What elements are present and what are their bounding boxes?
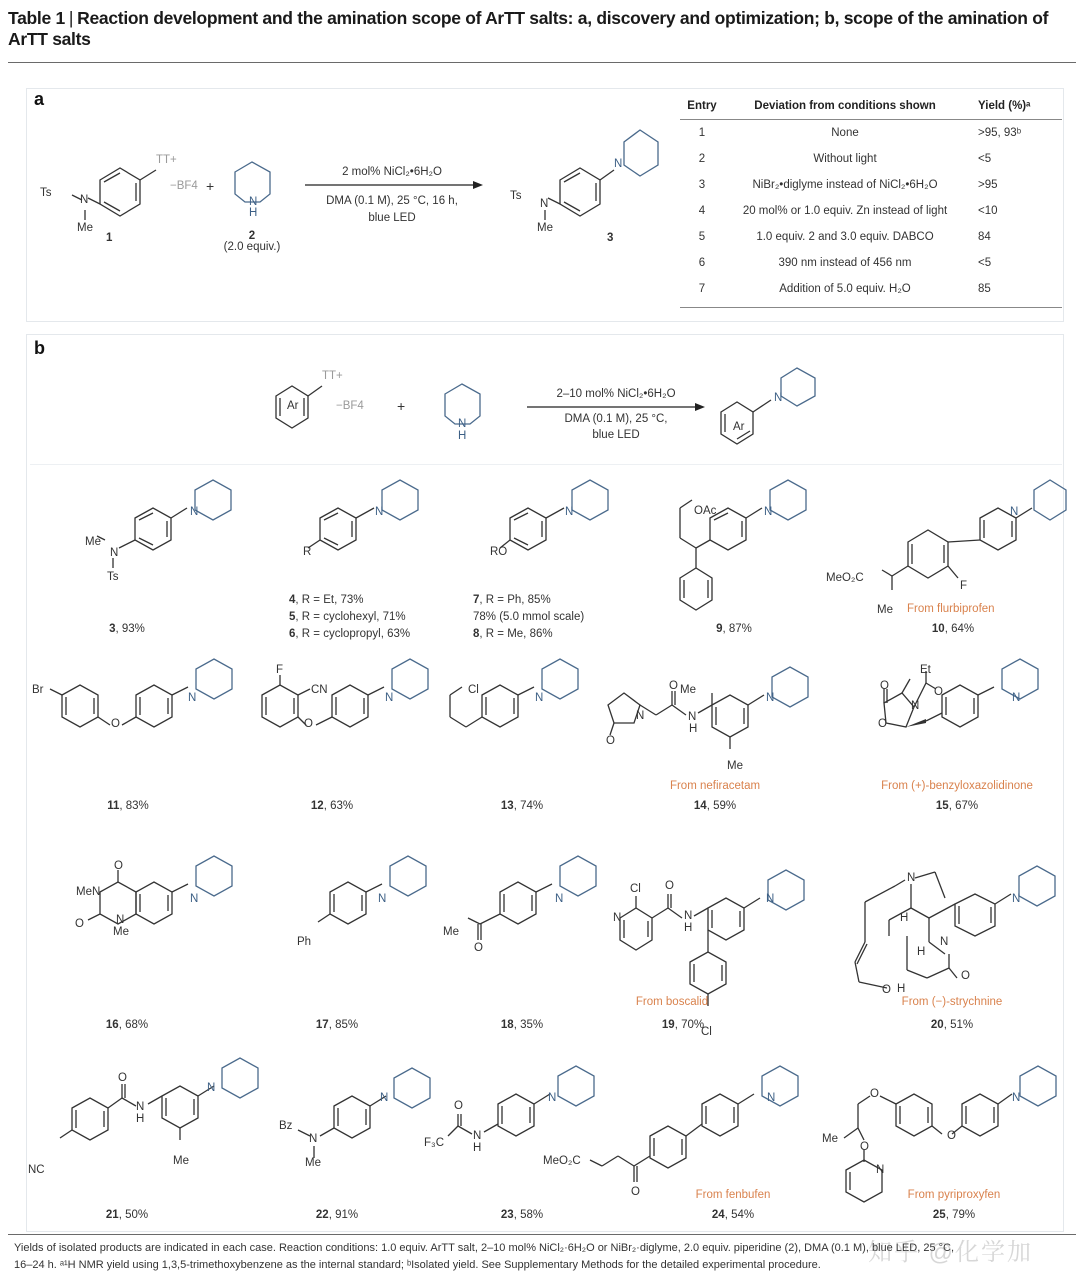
compound-id: 20 — [930, 1019, 944, 1031]
watermark: 知乎 @化学加 — [868, 1239, 1034, 1266]
c20-h-3: H — [897, 983, 906, 995]
compound-18-yield — [501, 1019, 543, 1031]
c15-n: N — [911, 700, 920, 712]
yield-text: , 51% — [943, 1019, 974, 1031]
compound-id: 4 — [289, 594, 296, 606]
table-row — [680, 198, 1062, 224]
compound-5-line — [289, 611, 406, 623]
c25-o-top: O — [870, 1088, 879, 1100]
c20-h-2: H — [917, 946, 926, 958]
compound-14-structure — [600, 665, 820, 775]
compound-15-yield — [936, 800, 978, 812]
compound-13-structure — [440, 665, 620, 755]
compound-12-structure — [240, 665, 450, 755]
c20-o-carbonyl: O — [961, 970, 970, 982]
yield-cell: >95 — [978, 179, 998, 191]
entry-cell: 1 — [698, 127, 706, 139]
table-label: Table 1 — [8, 8, 65, 28]
table-title — [8, 8, 1068, 50]
yield-text: 78% (5.0 mmol scale) — [473, 611, 585, 623]
deviation-cell: 20 mol% or 1.0 equiv. Zn instead of light — [742, 205, 948, 217]
table-row — [680, 250, 1062, 276]
compound-id: 11 — [107, 800, 120, 812]
c24-meo2c: MeO₂C — [543, 1155, 581, 1167]
c3-ts: Ts — [107, 571, 119, 583]
yield-text: , R = Et, 73% — [295, 594, 364, 606]
compound-11-structure — [40, 665, 250, 755]
c19-cl-top: Cl — [630, 883, 641, 895]
reactant-1-me: Me — [77, 222, 93, 234]
title-text: Reaction development and the amination scope of ArTT salts: a, discovery and optimization; b, scope of the amination of ArTT salts — [8, 8, 1049, 49]
c13-cl: Cl — [468, 684, 479, 696]
yield-text: , 91% — [328, 1209, 359, 1221]
c21-nh-n: N — [136, 1101, 145, 1113]
panel-b-label: b — [34, 338, 45, 358]
yield-cell: <10 — [978, 205, 998, 217]
compound-15-structure — [870, 665, 1070, 765]
c21-nh-h: H — [136, 1113, 145, 1125]
compound-12-yield — [311, 800, 353, 812]
yield-text: , 87% — [722, 623, 752, 635]
c16-me: Me — [113, 926, 129, 938]
entry-cell: 2 — [698, 153, 706, 165]
compound-id: 23 — [500, 1209, 514, 1221]
c19-nh-h: H — [684, 922, 693, 934]
c21-pip-n: N — [207, 1082, 216, 1094]
compound-6-line — [289, 628, 410, 640]
conditions-a-below-2: blue LED — [368, 212, 416, 224]
c12-cn: CN — [311, 684, 328, 696]
c25-o-ether: O — [947, 1130, 956, 1142]
entry-cell: 5 — [698, 231, 706, 243]
c25-o-mid: O — [860, 1141, 869, 1153]
c16-pip-n: N — [190, 893, 199, 905]
c19-o: O — [665, 880, 674, 892]
compound-id: 9 — [716, 623, 723, 635]
c20-h-1: H — [900, 912, 909, 924]
c7-pip-n: N — [565, 506, 574, 518]
panel-b-divider — [30, 464, 1062, 465]
table-row — [680, 276, 1062, 308]
compound-number-3: 3 — [607, 232, 614, 244]
compound-23-yield — [501, 1209, 543, 1221]
compound-10-yield — [932, 623, 974, 635]
compound-id: 22 — [315, 1209, 329, 1221]
compound-13-yield — [501, 800, 543, 812]
reactant-2-equiv: (2.0 equiv.) — [223, 241, 281, 253]
compound-id: 25 — [932, 1209, 946, 1221]
entry-cell: 3 — [698, 179, 706, 191]
compound-18-structure — [450, 862, 610, 972]
reactant-1-counterion: −BF4 — [170, 180, 198, 192]
compound-20-yield — [931, 1019, 973, 1031]
c20-o-ring: O — [882, 984, 891, 996]
c25-pip-n: N — [1012, 1092, 1021, 1104]
conditions-b-below-2: blue LED — [592, 429, 640, 441]
c14-me-top: Me — [680, 684, 696, 696]
c15-source: From (+)-benzyloxazolidinone — [881, 780, 1033, 792]
c18-o: O — [474, 942, 483, 954]
c15-et: Et — [920, 664, 931, 676]
table-row — [680, 224, 1062, 250]
c10-meo2c: MeO₂C — [826, 572, 864, 584]
conditions-b-below-1: DMA (0.1 M), 25 °C, — [564, 413, 668, 425]
deviation-cell: Without light — [813, 153, 877, 165]
compound-id: 17 — [315, 1019, 329, 1031]
compound-21-structure — [50, 1058, 270, 1178]
plus-sign-b: + — [397, 398, 406, 414]
reaction-arrow-b — [527, 402, 707, 412]
c23-nh-h: H — [473, 1142, 482, 1154]
c19-nh-n: N — [684, 910, 693, 922]
c25-n-pyr: N — [876, 1164, 885, 1176]
c14-n-ring: N — [636, 710, 645, 722]
compound-id: 8 — [473, 628, 480, 640]
compound-9-yield — [716, 623, 752, 635]
c14-pip-n: N — [766, 692, 775, 704]
deviation-cell: Addition of 5.0 equiv. H₂O — [724, 276, 966, 308]
entry-cell: 6 — [698, 257, 706, 269]
c10-me: Me — [877, 604, 893, 616]
product-b-structure — [715, 366, 825, 456]
c15-o-top: O — [880, 680, 889, 692]
c14-nh-h: H — [689, 723, 698, 735]
title-separator: | — [68, 8, 74, 28]
c14-o-ring: O — [606, 735, 615, 747]
c23-f3c: F₃C — [424, 1137, 445, 1149]
compound-id: 5 — [289, 611, 296, 623]
compound-19-yield — [662, 1019, 704, 1031]
c14-me-bottom: Me — [727, 760, 743, 772]
compound-21-yield — [106, 1209, 148, 1221]
compound-11-yield — [107, 800, 149, 812]
piperidine-b-n: N — [458, 418, 467, 430]
aryl-counterion: −BF4 — [336, 400, 364, 412]
product-3-me: Me — [537, 222, 553, 234]
c12-pip-n: N — [385, 692, 394, 704]
product-b-ar-label: Ar — [733, 421, 745, 433]
c16-o-left: O — [75, 918, 84, 930]
compound-id: 24 — [711, 1209, 725, 1221]
compound-4-line — [289, 594, 363, 606]
c4-r: R — [303, 546, 312, 558]
reaction-arrow-a — [305, 180, 485, 190]
compound-7-8-structure — [480, 478, 630, 578]
yield-text: , 70% — [674, 1019, 705, 1031]
deviation-cell: 1.0 equiv. 2 and 3.0 equiv. DABCO — [756, 231, 934, 243]
yield-text: , 67% — [948, 800, 979, 812]
compound-3-yield — [109, 623, 145, 635]
yield-cell: 84 — [978, 231, 991, 243]
c22-bz: Bz — [279, 1120, 293, 1132]
c14-source: From nefiracetam — [669, 780, 761, 792]
yield-text: , 64% — [944, 623, 975, 635]
c21-nc: NC — [28, 1164, 45, 1176]
c16-men: MeN — [76, 886, 101, 898]
yield-text: , 50% — [118, 1209, 149, 1221]
c10-pip-n: N — [1010, 506, 1019, 518]
table-row — [680, 146, 1062, 172]
c19-pip-n: N — [766, 893, 775, 905]
yield-text: , R = Me, 86% — [479, 628, 553, 640]
c17-ph: Ph — [297, 936, 312, 948]
c16-o-top: O — [114, 860, 123, 872]
piperidine-b-h: H — [458, 430, 467, 442]
compound-id: 15 — [935, 800, 949, 812]
c22-me: Me — [305, 1157, 321, 1169]
compound-id: 14 — [693, 800, 707, 812]
c15-o-acyl: O — [934, 686, 943, 698]
c20-n-top: N — [907, 872, 916, 884]
product-b-n: N — [774, 392, 783, 404]
c23-o: O — [454, 1100, 463, 1112]
product-3-pip-n: N — [614, 158, 623, 170]
c10-source: From flurbiprofen — [907, 603, 995, 615]
yield-text: , 59% — [706, 800, 737, 812]
header-entry: Entry — [680, 94, 724, 120]
yield-cell: <5 — [978, 153, 992, 165]
compound-20-structure — [845, 862, 1065, 1012]
table-row — [680, 172, 1062, 198]
table-row — [680, 120, 1062, 147]
c14-o-amide: O — [669, 680, 678, 692]
c12-f: F — [276, 664, 284, 676]
compound-4-6-structure — [290, 478, 440, 578]
c23-pip-n: N — [548, 1092, 557, 1104]
entry-cell: 7 — [680, 276, 724, 308]
yield-cell: <5 — [978, 257, 992, 269]
yield-text: , 68% — [118, 1019, 149, 1031]
aryl-tt-structure — [270, 380, 330, 440]
panel-a-label: a — [34, 89, 45, 109]
yield-cell: 85 — [966, 276, 1062, 308]
compound-id: 3 — [109, 623, 116, 635]
product-3-ts: Ts — [510, 190, 522, 202]
c10-f: F — [960, 580, 968, 592]
compound-7-line — [473, 594, 551, 606]
c15-pip-n: N — [1012, 692, 1021, 704]
c13-pip-n: N — [535, 692, 544, 704]
c15-o-ring: O — [878, 718, 887, 730]
product-3-structure — [520, 110, 670, 240]
c11-pip-n: N — [188, 692, 197, 704]
yield-cell: >95, 93ᵇ — [978, 127, 1022, 139]
c22-pip-n: N — [380, 1092, 389, 1104]
footnote-line-1: Yields of isolated products are indicated in each case. Reaction conditions: 1.0 equiv. ArTT salt, 2–10 mol% NiCl₂·6H₂O or NiBr₂·diglyme, 2.0 equiv. piperidine (2), DMA (0.1 M), blue LED, 25 °C, — [14, 1242, 955, 1254]
compound-24-yield — [712, 1209, 754, 1221]
c9-oac: OAc — [694, 505, 717, 517]
compound-22-yield — [316, 1209, 358, 1221]
compound-25-yield — [933, 1209, 975, 1221]
yield-text: , 83% — [119, 800, 149, 812]
reactant-1-n: N — [80, 194, 89, 206]
c14-nh-n: N — [688, 711, 697, 723]
yield-text: , 79% — [945, 1209, 976, 1221]
compound-24-structure — [590, 1058, 830, 1188]
compound-id: 19 — [661, 1019, 675, 1031]
c23-nh-n: N — [473, 1130, 482, 1142]
c19-source: From boscalid — [635, 996, 709, 1008]
compound-19-structure — [610, 862, 830, 1042]
header-yield: Yield (%)ᵃ — [966, 94, 1062, 120]
c24-o: O — [631, 1186, 640, 1198]
table-header-row — [680, 94, 1062, 120]
c22-n: N — [309, 1133, 318, 1145]
c4-pip-n: N — [375, 506, 384, 518]
yield-text: , 63% — [323, 800, 354, 812]
compound-id: 7 — [473, 594, 480, 606]
c24-pip-n: N — [767, 1092, 776, 1104]
compound-number-2: 2 — [248, 230, 256, 242]
plus-sign: + — [206, 178, 215, 194]
compound-number-1: 1 — [106, 232, 113, 244]
entry-cell: 4 — [698, 205, 706, 217]
compound-14-yield — [694, 800, 736, 812]
piperidine-n: N — [249, 196, 258, 208]
c7-ro: RO — [490, 546, 508, 558]
c3-pip-n: N — [190, 506, 199, 518]
compound-id: 13 — [500, 800, 514, 812]
c18-pip-n: N — [555, 893, 564, 905]
c16-n: N — [116, 914, 125, 926]
c3-n: N — [110, 547, 119, 559]
compound-id: 21 — [105, 1209, 119, 1221]
compound-id: 10 — [931, 623, 945, 635]
c24-source: From fenbufen — [695, 1189, 771, 1201]
compound-16-yield — [106, 1019, 148, 1031]
conditions-a-above: 2 mol% NiCl₂•6H₂O — [342, 166, 442, 178]
header-deviation: Deviation from conditions shown — [724, 94, 966, 120]
compound-17-structure — [300, 862, 450, 962]
c21-o: O — [118, 1072, 127, 1084]
compound-id: 12 — [310, 800, 324, 812]
c19-cl-bottom: Cl — [701, 1026, 712, 1038]
compound-id: 16 — [105, 1019, 119, 1031]
c25-me: Me — [822, 1133, 838, 1145]
c20-n-ring: N — [940, 936, 949, 948]
c18-me: Me — [443, 926, 459, 938]
deviation-cell: NiBr₂•diglyme instead of NiCl₂•6H₂O — [752, 179, 938, 191]
yield-text: , R = cyclohexyl, 71% — [295, 611, 406, 623]
yield-text: , 74% — [513, 800, 544, 812]
compound-id: 6 — [289, 628, 296, 640]
compound-17-yield — [316, 1019, 358, 1031]
compound-7-scale-line — [473, 611, 584, 623]
compound-16-structure — [70, 862, 250, 962]
c3-me: Me — [85, 536, 101, 548]
c19-n-pyr: N — [613, 912, 622, 924]
yield-text: , 54% — [724, 1209, 755, 1221]
c11-o: O — [111, 718, 120, 730]
compound-25-structure — [820, 1058, 1070, 1198]
c11-br: Br — [32, 684, 44, 696]
compound-id: 18 — [500, 1019, 514, 1031]
compound-8-line — [473, 628, 553, 640]
yield-text: , R = cyclopropyl, 63% — [295, 628, 411, 640]
c20-pip-n: N — [1012, 893, 1021, 905]
yield-text: , 93% — [115, 623, 145, 635]
c25-source: From pyriproxyfen — [907, 1189, 1001, 1201]
top-rule — [8, 62, 1076, 63]
footnote-line-2: 16–24 h. ᵃ¹H NMR yield using 1,3,5-trimethoxybenzene as the internal standard; ᵇIsolated yield. See Supplementary Methods for the detailed experimental procedure. — [14, 1259, 821, 1271]
reactant-1-tt: TT+ — [156, 154, 177, 166]
c12-o: O — [304, 718, 313, 730]
c9-pip-n: N — [764, 506, 773, 518]
yield-text: , R = Ph, 85% — [479, 594, 551, 606]
aryl-tt-label: TT+ — [322, 370, 343, 382]
c21-me: Me — [173, 1155, 189, 1167]
conditions-b-above: 2–10 mol% NiCl₂•6H₂O — [556, 388, 676, 400]
c20-source: From (−)-strychnine — [901, 996, 1003, 1008]
yield-text: , 85% — [328, 1019, 359, 1031]
compound-9-structure — [670, 478, 820, 628]
aryl-ar-label: Ar — [287, 400, 299, 412]
deviation-cell: None — [831, 127, 859, 139]
reactant-1-ts: Ts — [40, 187, 52, 199]
deviation-cell: 390 nm instead of 456 nm — [778, 257, 912, 269]
piperidine-h: H — [249, 207, 258, 219]
yield-text: , 58% — [513, 1209, 544, 1221]
optimization-table — [680, 94, 1062, 308]
c17-pip-n: N — [378, 893, 387, 905]
product-3-n: N — [540, 198, 549, 210]
yield-text: , 35% — [513, 1019, 544, 1031]
conditions-a-below-1: DMA (0.1 M), 25 °C, 16 h, — [326, 195, 458, 207]
